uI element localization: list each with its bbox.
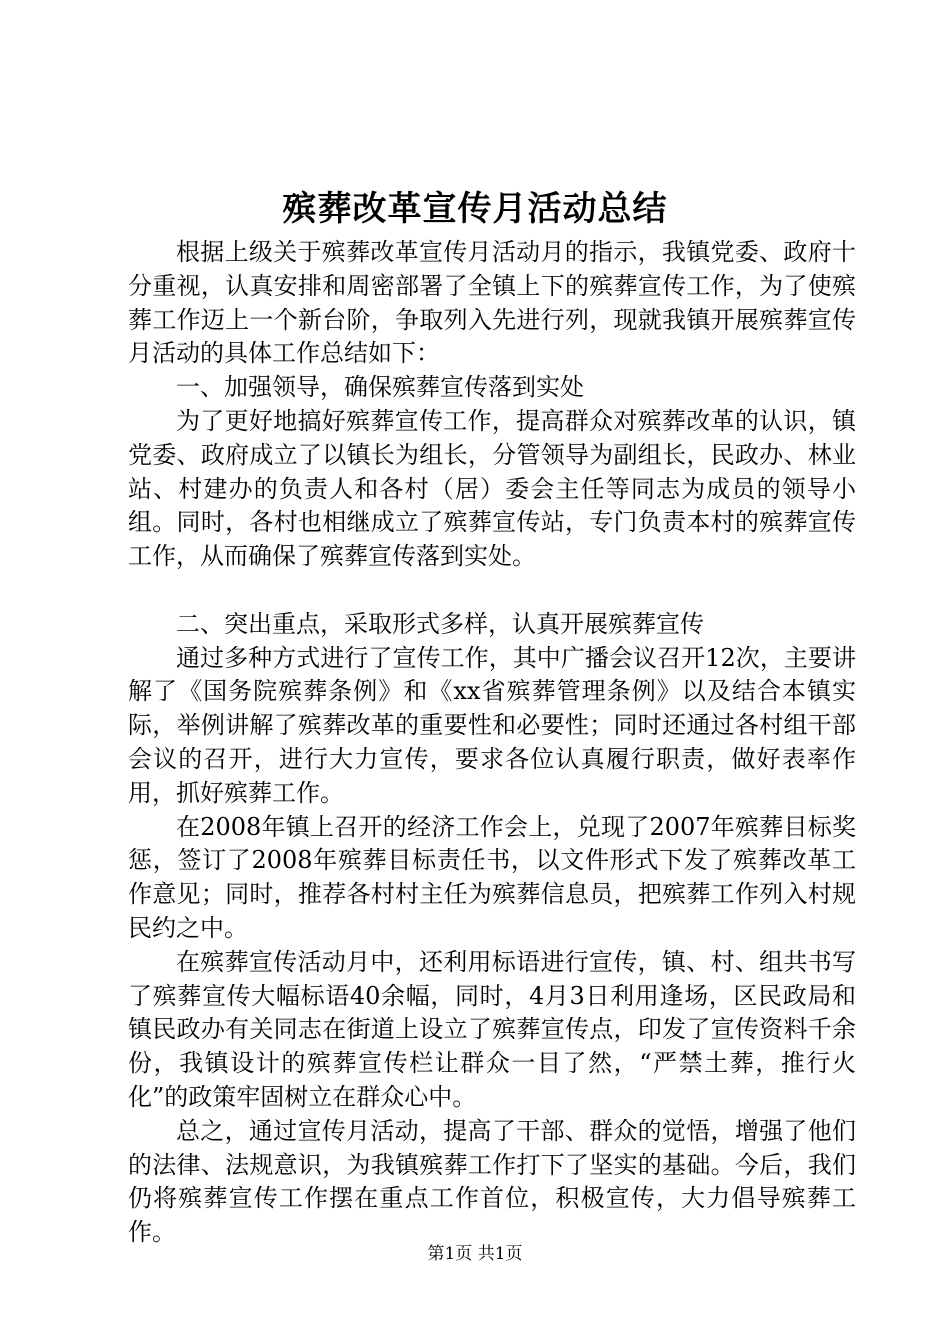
paragraph-spacer	[128, 574, 856, 608]
paragraph-leadership: 为了更好地搞好殡葬宣传工作，提高群众对殡葬改革的认识，镇党委、政府成立了以镇长为组长，分管领导为副组长，民政办、林业站、村建办的负责人和各村（居）委会主任等同志为成员的领导小组。同时，各村也相继成立了殡葬宣传站，专门负责本村的殡葬宣传工作，从而确保了殡葬宣传落到实处。	[128, 406, 856, 571]
section-heading-1: 一、加强领导，确保殡葬宣传落到实处	[176, 373, 584, 402]
paragraph-broadcast: 通过多种方式进行了宣传工作，其中广播会议召开12次，主要讲解了《国务院殡葬条例》和《xx省殡葬管理条例》以及结合本镇实际，举例讲解了殡葬改革的重要性和必要性；同时还通过各村组干部会议的召开，进行大力宣传，要求各位认真履行职责，做好表率作用，抓好殡葬工作。	[128, 643, 856, 807]
paragraph-conclusion: 总之，通过宣传月活动，提高了干部、群众的觉悟，增强了他们的法律、法规意识，为我镇殡葬工作打下了坚实的基础。今后，我们仍将殡葬宣传工作摆在重点工作首位，积极宣传，大力倡导殡葬工作。	[128, 1116, 856, 1247]
paragraph-economic-meeting: 在2008年镇上召开的经济工作会上，兑现了2007年殡葬目标奖惩，签订了2008年殡葬目标责任书，以文件形式下发了殡葬改革工作意见；同时，推荐各村村主任为殡葬信息员，把殡葬工作列入村规民约之中。	[128, 812, 856, 942]
document-title: 殡葬改革宣传月活动总结	[282, 189, 668, 229]
document-body	[128, 236, 856, 1250]
section-heading-2: 二、突出重点，采取形式多样，认真开展殡葬宣传	[176, 609, 704, 638]
paragraph-slogans: 在殡葬宣传活动月中，还利用标语进行宣传，镇、村、组共书写了殡葬宣传大幅标语40余幅，同时，4月3日利用逢场，区民政局和镇民政办有关同志在街道上设立了殡葬宣传点，印发了宣传资料千余份，我镇设计的殡葬宣传栏让群众一目了然，“严禁土葬，推行火化”的政策牢固树立在群众心中。	[128, 947, 856, 1111]
paragraph-intro: 根据上级关于殡葬改革宣传月活动月的指示，我镇党委、政府十分重视，认真安排和周密部署了全镇上下的殡葬宣传工作，为了使殡葬工作迈上一个新台阶，争取列入先进行列，现就我镇开展殡葬宣传月活动的具体工作总结如下：	[128, 238, 856, 368]
page-footer: 第1页 共1页	[427, 1244, 523, 1264]
